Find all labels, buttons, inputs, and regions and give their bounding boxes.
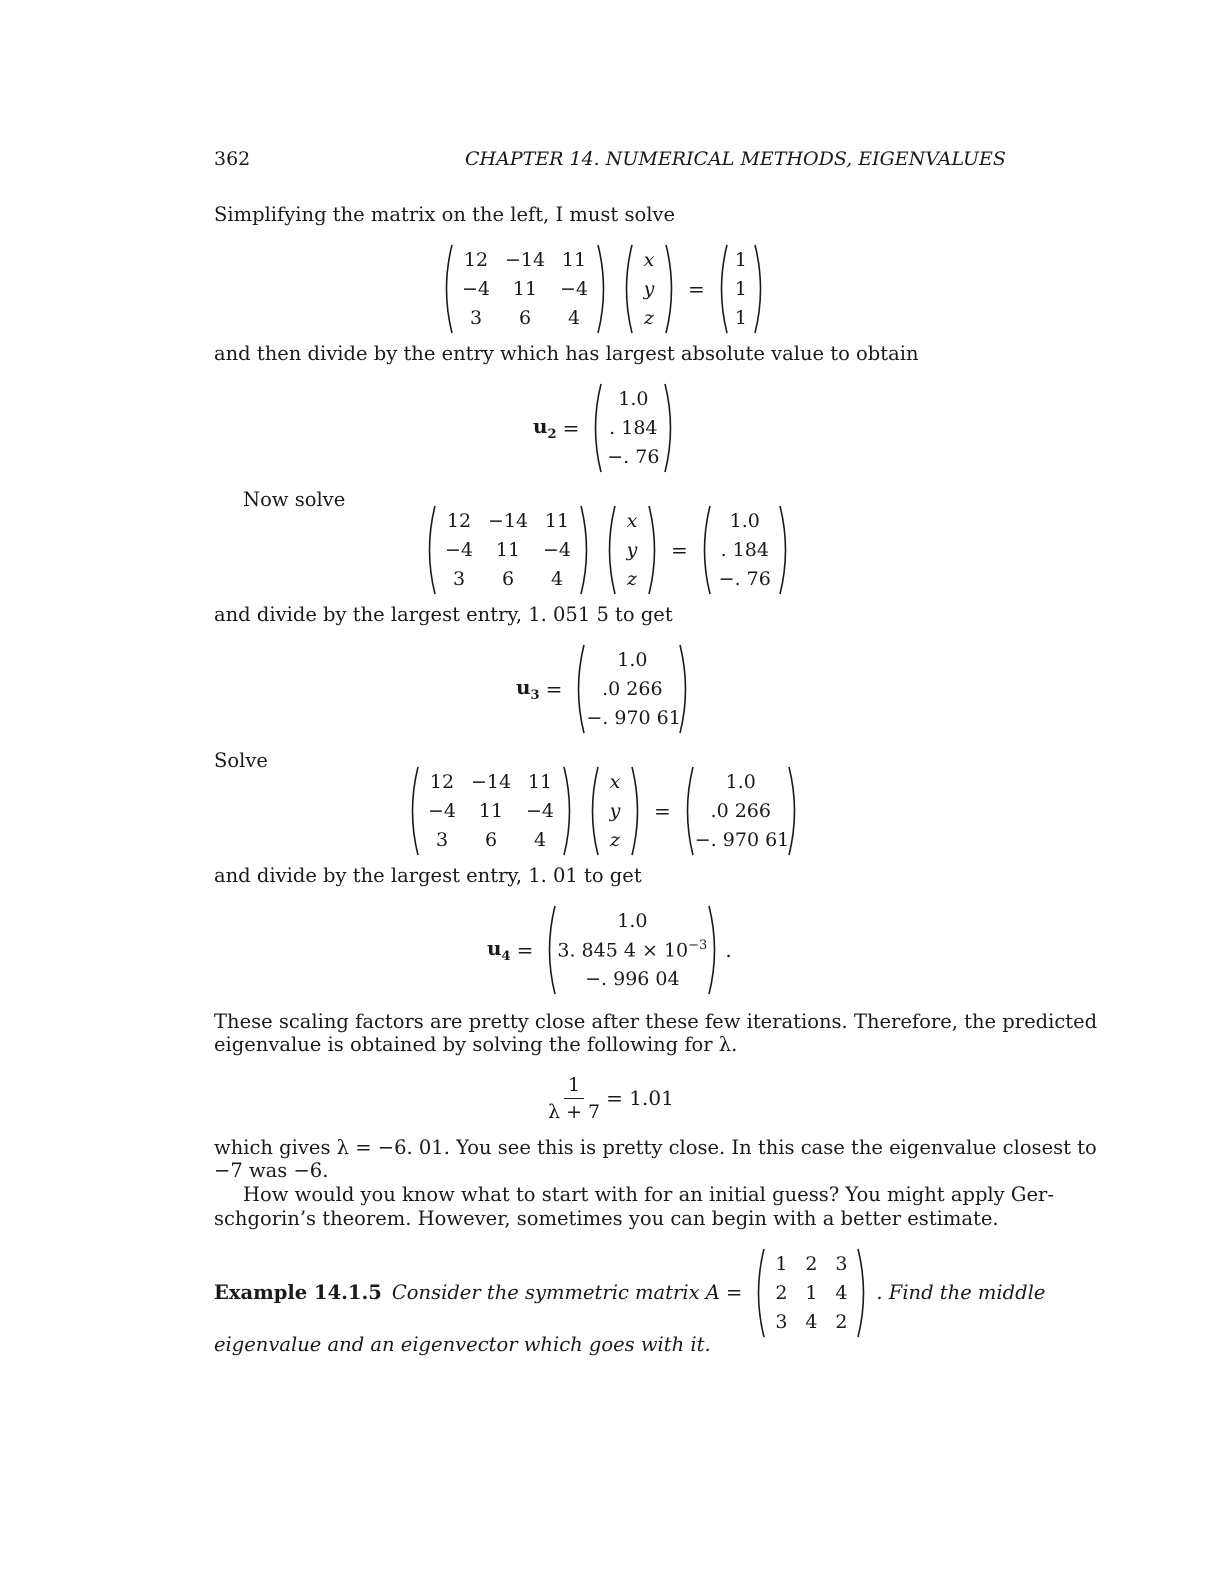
u2-vector-equation: [533, 383, 677, 473]
vector-cell: 1: [734, 278, 747, 300]
vector-cell: 1.0: [618, 388, 649, 410]
equals-sign: =: [688, 277, 705, 301]
paragraph-6: and divide by the largest entry, 1. 01 to get: [214, 864, 642, 887]
vector-cell: .0 266: [710, 800, 771, 822]
paragraph-2: and then divide by the entry which has largest absolute value to obtain: [214, 342, 919, 365]
matrix-cell: 4: [835, 1282, 848, 1304]
vector-cell: 1: [734, 249, 747, 271]
vector-cell: 1.0: [725, 771, 756, 793]
paragraph-1: Simplifying the matrix on the left, I must solve: [214, 203, 675, 226]
vector-cell: y: [626, 539, 638, 561]
matrix-cell: 12: [446, 510, 472, 532]
matrix-cell: 2: [805, 1253, 818, 1275]
matrix-cell: −4: [559, 278, 588, 300]
paragraph-9-line-1: How would you know what to start with for an initial guess? You might apply Ger-: [243, 1183, 1054, 1206]
vector-cell: −. 76: [718, 568, 771, 590]
paragraph-5: Solve: [214, 749, 268, 772]
paragraph-8-line-1: which gives λ = −6. 01. You see this is pretty close. In this case the eigenvalue closest to: [214, 1136, 1097, 1159]
matrix-cell: −14: [470, 771, 512, 793]
fraction-numerator: 1: [564, 1074, 584, 1099]
paragraph-4: and divide by the largest entry, 1. 051 5 to get: [214, 603, 673, 626]
variable-vector: [620, 244, 678, 334]
u3-vector-equation: [516, 644, 692, 734]
matrix-cell: 11: [495, 539, 521, 561]
rhs-vector: [698, 505, 792, 595]
paragraph-8-line-2: −7 was −6.: [214, 1159, 329, 1182]
coefficient-matrix: [423, 505, 593, 595]
matrix-cell: −4: [427, 800, 456, 822]
matrix-cell: −4: [525, 800, 554, 822]
example-text-line-2: eigenvalue and an eigenvector which goes with it.: [214, 1333, 711, 1356]
matrix-cell: 3: [835, 1253, 848, 1275]
u2-label: $u_2$: [533, 414, 557, 442]
matrix-cell: 2: [835, 1311, 848, 1333]
vector-cell: 1.0: [729, 510, 760, 532]
variable-vector: [603, 505, 661, 595]
matrix-cell: −4: [542, 539, 571, 561]
page-number: 362: [214, 148, 251, 170]
example-text-after: . Find the middle: [876, 1281, 1046, 1304]
matrix-cell: 6: [484, 829, 498, 851]
equation-3: [406, 766, 801, 856]
fraction-equation: [548, 1072, 684, 1124]
variable-vector: [586, 766, 644, 856]
matrix-cell: 4: [567, 307, 581, 329]
matrix-cell: 12: [429, 771, 455, 793]
vector-cell: −. 996 04: [585, 968, 680, 990]
matrix-cell: 11: [512, 278, 538, 300]
u3-vector: [572, 644, 692, 734]
vector-cell: −. 970 61: [694, 829, 790, 851]
paragraph-7-line-2: eigenvalue is obtained by solving the following for λ.: [214, 1033, 738, 1056]
vector-cell: y: [643, 278, 655, 300]
vector-cell: z: [643, 307, 654, 329]
matrix-cell: 4: [805, 1311, 818, 1333]
matrix-cell: 1: [805, 1282, 818, 1304]
equals-sign: =: [654, 799, 671, 823]
matrix-cell: 6: [518, 307, 532, 329]
matrix-cell: 11: [544, 510, 570, 532]
example-text-before: Consider the symmetric matrix A =: [391, 1281, 743, 1304]
matrix-cell: 4: [550, 568, 564, 590]
vector-cell: −. 970 61: [586, 707, 681, 729]
matrix-cell: 2: [775, 1282, 788, 1304]
matrix-cell: −14: [504, 249, 546, 271]
symmetric-matrix-a: [752, 1248, 870, 1338]
vector-cell: x: [643, 249, 655, 271]
vector-cell: 1.0: [617, 910, 648, 932]
vector-cell: . 184: [720, 539, 769, 561]
vector-cell: 1: [734, 307, 747, 329]
coefficient-matrix: [440, 244, 610, 334]
u4-vector: [543, 905, 721, 995]
equals-sign: =: [545, 677, 563, 701]
coefficient-matrix: [406, 766, 576, 856]
u3-label: $u_3$: [516, 675, 540, 703]
vector-cell: −. 76: [607, 446, 660, 468]
vector-cell: z: [609, 829, 620, 851]
equation-2: [423, 505, 792, 595]
vector-cell: y: [609, 800, 621, 822]
trailing-period: .: [725, 938, 732, 962]
vector-cell: x: [626, 510, 638, 532]
matrix-cell: 12: [463, 249, 489, 271]
matrix-cell: 4: [533, 829, 547, 851]
vector-cell: . 184: [609, 417, 658, 439]
u4-vector-equation: [487, 905, 742, 995]
fraction-rhs: = 1.01: [606, 1086, 674, 1110]
paragraph-9-line-2: schgorin’s theorem. However, sometimes you can begin with a better estimate.: [214, 1207, 999, 1230]
equation-1: [440, 244, 767, 334]
paragraph-3: Now solve: [243, 488, 346, 511]
u2-vector: [589, 383, 677, 473]
equals-sign: =: [516, 938, 534, 962]
fraction-denominator: λ + 7: [548, 1100, 601, 1123]
matrix-cell: −4: [461, 278, 490, 300]
vector-cell: x: [609, 771, 621, 793]
rhs-vector: [715, 244, 767, 334]
vector-cell: z: [626, 568, 637, 590]
vector-cell: 1.0: [617, 649, 648, 671]
vector-cell: 3. 845 $4 \times 10^{-3}$: [557, 938, 708, 962]
rhs-vector: [681, 766, 801, 856]
vector-cell: .0 266: [602, 678, 663, 700]
matrix-cell: 3: [775, 1311, 788, 1333]
matrix-cell: 11: [478, 800, 504, 822]
fraction: [548, 1074, 600, 1123]
matrix-cell: 1: [775, 1253, 788, 1275]
example-label: Example 14.1.5: [214, 1281, 382, 1304]
matrix-cell: −14: [487, 510, 529, 532]
matrix-cell: 11: [527, 771, 553, 793]
equals-sign: =: [562, 416, 580, 440]
matrix-cell: 6: [501, 568, 515, 590]
matrix-cell: −4: [444, 539, 473, 561]
paragraph-7-line-1: These scaling factors are pretty close after these few iterations. Therefore, the predicted: [214, 1010, 1098, 1033]
matrix-cell: 3: [452, 568, 466, 590]
matrix-cell: 11: [561, 249, 587, 271]
matrix-cell: 3: [435, 829, 449, 851]
running-header: CHAPTER 14. NUMERICAL METHODS, EIGENVALUES: [465, 148, 1006, 170]
matrix-cell: 3: [469, 307, 483, 329]
u4-label: $u_4$: [487, 936, 511, 964]
example-statement: [214, 1248, 1045, 1338]
equals-sign: =: [671, 538, 688, 562]
